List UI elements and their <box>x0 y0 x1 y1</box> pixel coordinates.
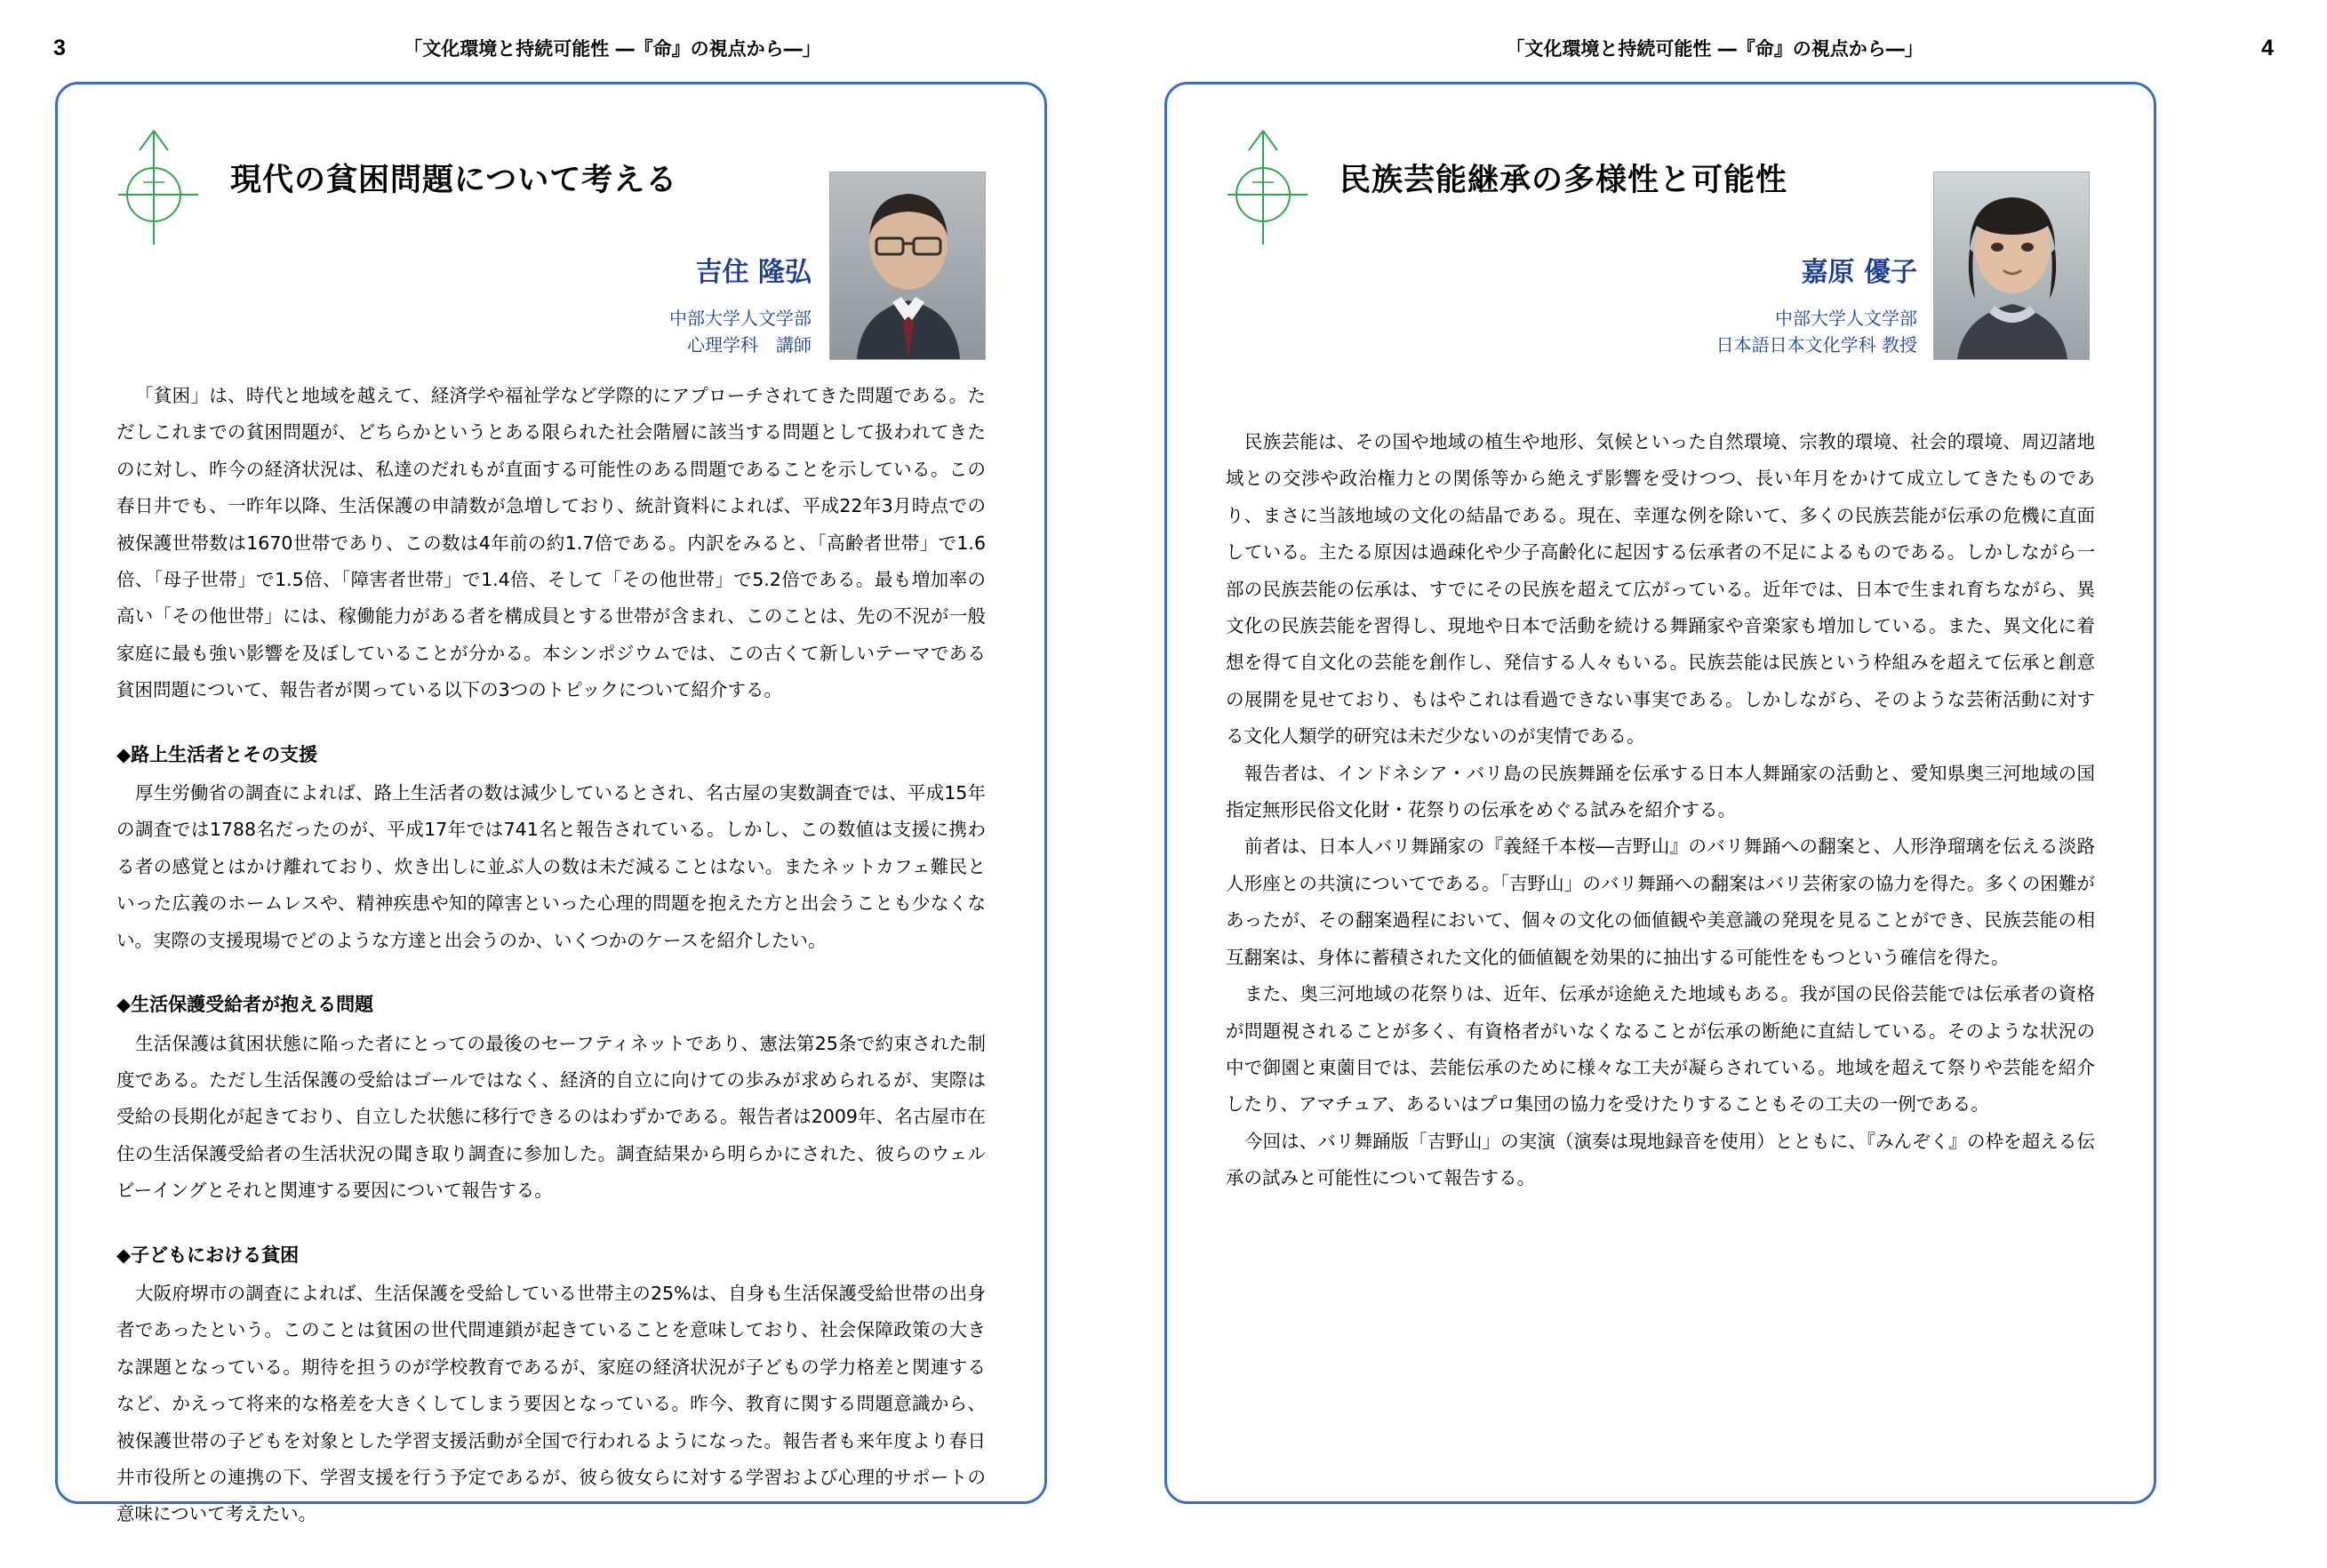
section-heading-3-left: ◆子どもにおける貧困 <box>116 1244 300 1266</box>
paragraph: 報告者は、インドネシア・バリ島の民族舞踊を伝承する日本人舞踊家の活動と、愛知県奥三河地域の国指定無形民俗文化財・花祭りの伝承をめぐる試みを紹介する。 <box>1226 762 2095 821</box>
crosshair-mark-icon <box>116 129 214 253</box>
author-affiliation-right-1: 中部大学人文学部 <box>1775 307 1917 329</box>
running-head-title-left: 「文化環境と持続可能性 ―『命』の視点から―」 <box>404 38 821 60</box>
section-heading-2-left: ◆生活保護受給者が抱える問題 <box>116 994 374 1016</box>
paragraph: 「貧困」は、時代と地域を越えて、経済学や福祉学など学際的にアプローチされてきた問題である。ただしこれまでの貧困問題が、どちらかというとある限られた社会階層に該当する問題として扱われてきたのに対し、昨今の経済状況は、私達のだれもが直面する可能性のある問題であることを示している。この春日井でも、一昨年以降、生活保護の申請数が急増しており、統計資料によれば、平成22年3月時点での被保護世帯数は1670世帯であり、この数は4年前の約1.7倍である。内訳をみると、「高齢者世帯」で1.6倍、「母子世帯」で1.5倍、「障害者世帯」で1.4倍、そして「その他世帯」で5.2倍である。最も増加率の高い「その他世帯」には、稼働能力がある者を構成員とする世帯が含まれ、このことは、先の不況が一般家庭に最も強い影響を及ぼしていることが分かる。本シンポジウムでは、この古くて新しいテーマである貧困問題について、報告者が関っている以下の3つのトピックについて紹介する。 <box>116 385 986 701</box>
page-left <box>0 0 1106 1568</box>
author-affiliation-left-2: 心理学科 講師 <box>687 333 812 356</box>
article-header-right <box>1226 120 2095 378</box>
author-block-left <box>669 253 812 358</box>
folio-number-left: 3 <box>53 35 66 60</box>
author-affiliation-left-1: 中部大学人文学部 <box>669 307 812 329</box>
article-body-left <box>116 378 986 1533</box>
paragraph: 民族芸能は、その国や地域の植生や地形、気候といった自然環境、宗教的環境、社会的環境、周辺諸地域との交渉や政治権力との関係等から絶えず影響を受けつつ、長い年月をかけて成立してきたものであり、まさに当該地域の文化の結晶である。現在、幸運な例を除いて、多くの民族芸能が伝承の危機に直面している。主たる原因は過疎化や少子高齢化に起因する伝承者の不足によるものである。しかしながら一部の民族芸能の伝承は、すでにその民族を超えて広がっている。近年では、日本で生まれ育ちながら、異文化の民族芸能を習得し、現地や日本で活動を続ける舞踊家や音楽家も増加している。また、異文化に着想を得て自文化の芸能を創作し、発信する人々もいる。民族芸能は民族という枠組みを超えて伝承と創意の展開を見せており、もはやこれは看過できない事実である。しかしながら、そのような芸術活動に対する文化人類学的研究は未だ少ないのが実情である。 <box>1226 431 2095 748</box>
paragraph: 前者は、日本人バリ舞踊家の『義経千本桜―吉野山』のバリ舞踊への翻案と、人形浄瑠璃を伝える淡路人形座との共演についてである。「吉野山」のバリ舞踊への翻案はバリ芸術家の協力を得た。多くの困難があったが、その翻案過程において、個々の文化の価値観や美意識の発現を見ることができ、民族芸能の相互翻案は、身体に蓄積された文化的価値観を効果的に抽出する可能性をもつという確信を得た。 <box>1226 836 2095 968</box>
author-block-right <box>1716 253 1917 358</box>
page-frame-right <box>1164 82 2156 1504</box>
paragraph: 大阪府堺市の調査によれば、生活保護を受給している世帯主の25%は、自身も生活保護受給世帯の出身者であったという。このことは貧困の世代間連鎖が起きていることを意味しており、社会保障政策の大きな課題となっている。期待を担うのが学校教育であるが、家庭の経済状況が子どもの学力格差と関連するなど、かえって将来的な格差を大きくしてしまう要因となっている。昨今、教育に関する問題意識から、被保護世帯の子どもを対象とした学習支援活動が全国で行われるようになった。報告者も来年度より春日井市役所との連携の下、学習支援を行う予定であるが、彼ら彼女らに対する学習および心理的サポートの意味について考えたい。 <box>116 1282 986 1525</box>
article-body-right <box>1226 424 2095 1197</box>
author-affiliation-right-2: 日本語日本文化学科 教授 <box>1715 333 1917 356</box>
article-title-right: 民族芸能継承の多様性と可能性 <box>1339 163 1788 198</box>
running-head-title-right: 「文化環境と持続可能性 ―『命』の視点から―」 <box>1506 38 1923 60</box>
running-head-right <box>1106 30 2327 66</box>
article-title-left: 現代の貧困問題について考える <box>230 163 678 198</box>
page-frame-left <box>55 82 1047 1525</box>
author-photo-left <box>829 172 986 360</box>
paragraph: また、奥三河地域の花祭りは、近年、伝承が途絶えた地域もある。我が国の民俗芸能では伝承者の資格が問題視されることが多く、有資格者がいなくなることが伝承の断絶に直結している。そのような状況の中で御園と東薗目では、芸能伝承のために様々な工夫が凝らされている。地域を超えて祭りや芸能を紹介したり、アマチュア、あるいはプロ集団の協力を受けたりすることもその工夫の一例である。 <box>1226 983 2095 1116</box>
author-name-left: 吉住 隆弘 <box>695 257 812 288</box>
folio-number-right: 4 <box>2261 35 2274 60</box>
author-name-right: 嘉原 優子 <box>1801 257 1917 288</box>
author-photo-right <box>1933 172 2090 360</box>
paragraph: 生活保護は貧困状態に陥った者にとっての最後のセーフティネットであり、憲法第25条で約束された制度である。ただし生活保護の受給はゴールではなく、経済的自立に向けての歩みが求められるが、実際は受給の長期化が起きており、自立した状態に移行できるのはわずかである。報告者は2009年、名古屋市在住の生活保護受給者の生活状況の聞き取り調査に参加した。調査結果から明らかにされた、彼らのウェルビーイングとそれと関連する要因について報告する。 <box>116 1032 986 1202</box>
paragraph: 今回は、バリ舞踊版「吉野山」の実演（演奏は現地録音を使用）とともに、『みんぞく』の枠を超える伝承の試みと可能性について報告する。 <box>1226 1130 2095 1189</box>
running-head-left <box>0 30 1221 66</box>
page-right <box>1106 0 2274 1568</box>
article-header-left <box>116 120 986 378</box>
crosshair-mark-icon <box>1226 129 1323 253</box>
section-heading-1-left: ◆路上生活者とその支援 <box>116 743 318 765</box>
paragraph: 厚生労働省の調査によれば、路上生活者の数は減少しているとされ、名古屋の実数調査では、平成15年の調査では1788名だったのが、平成17年では741名と報告されている。しかし、この数値は支援に携わる者の感覚とはかけ離れており、炊き出しに並ぶ人の数は未だ減ることはない。またネットカフェ難民といった広義のホームレスや、精神疾患や知的障害といった心理的問題を抱えた方と出会うことも少なくない。実際の支援現場でどのような方達と出会うのか、いくつかのケースを紹介したい。 <box>116 782 986 951</box>
